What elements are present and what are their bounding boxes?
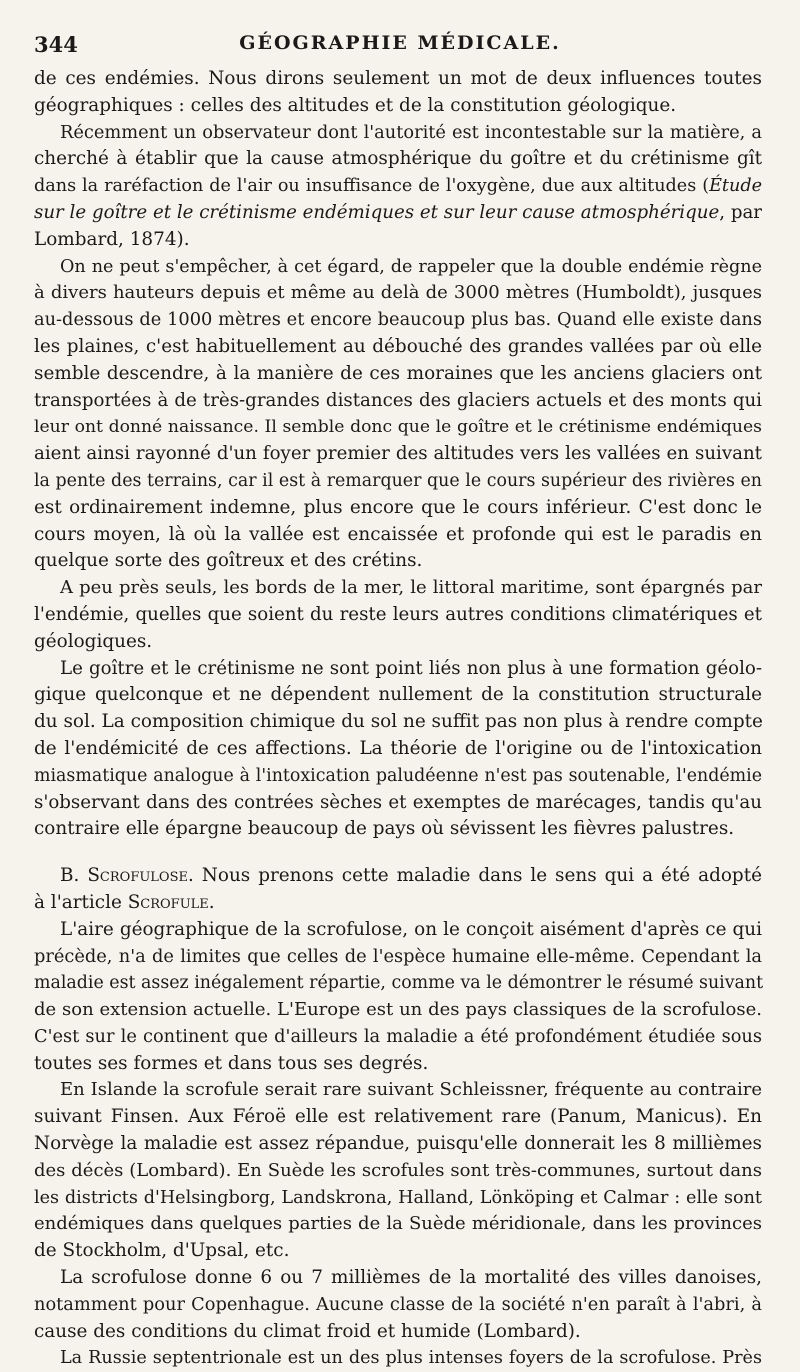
running-header	[34, 30, 766, 58]
text-line: du sol. La composition chimique du sol ne suffit pas non plus à rendre compte	[34, 711, 763, 733]
text-line	[34, 890, 762, 917]
text-line: de son extension actuelle. L'Europe est un des pays classiques de la scrofulose.	[34, 999, 762, 1021]
text-line: aient ainsi rayonné d'un foyer premier des altitudes vers les vallées en suivant	[34, 443, 762, 465]
section-gap	[34, 843, 762, 863]
text-line: géographiques : celles des altitudes et de la constitution géologique.	[34, 94, 677, 116]
text-line: de Stockholm, d'Upsal, etc.	[34, 1240, 290, 1262]
text-line: l'endémie, quelles que soient du reste leurs autres conditions climatériques et	[34, 603, 762, 625]
section-letter: B.	[60, 865, 88, 887]
text-run: dans la raréfaction de l'air ou insuffisance de l'oxygène, due aux altitudes (	[34, 176, 710, 197]
book-title-italic: Étude	[709, 176, 762, 197]
text-line: des décès (Lombard). En Suède les scrofules sont très-communes, surtout dans	[34, 1159, 762, 1181]
section-heading: Scrofulose.	[87, 865, 194, 887]
text-line: La scrofulose donne 6 ou 7 millièmes de la mortalité des villes danoises,	[60, 1267, 762, 1289]
text-line: On ne peut s'empêcher, à cet égard, de rappeler que la double endémie règne	[60, 256, 762, 277]
text-line: s'observant dans des contrées sèches et exemptes de marécages, tandis qu'au	[34, 791, 762, 813]
page-number: 344	[34, 32, 78, 57]
text-line: quelque sorte des goîtreux et des crétins.	[34, 550, 423, 572]
text-line: Le goître et le crétinisme ne sont point liés non plus à une formation géolo-	[60, 657, 762, 679]
text-line: A peu près seuls, les bords de la mer, le littoral maritime, sont épargnés par	[60, 577, 762, 599]
text-run: , par	[719, 201, 762, 223]
text-line: au-dessous de 1000 mètres et encore beaucoup plus bas. Quand elle existe dans	[34, 309, 762, 331]
text-line: La Russie septentrionale est un des plus intenses foyers de la scrofulose. Près	[60, 1348, 762, 1369]
text-run: à l'article	[34, 891, 128, 913]
text-line: les plaines, c'est habituellement au débouché des grandes vallées par où elle	[34, 335, 762, 357]
text-line: miasmatique analogue à l'intoxication paludéenne n'est pas soutenable, l'endémie	[34, 765, 762, 786]
text-line: la pente des terrains, car il est à remarquer que le cours supérieur des rivières en	[34, 470, 762, 491]
text-line: transportées à de très-grandes distances des glaciers actuels et des monts qui	[34, 389, 762, 411]
book-title-italic: sur le goître et le crétinisme endémiques et sur leur cause atmosphérique	[34, 201, 720, 223]
text-line: précède, n'a de limites que celles de l'espèce humaine elle-même. Cependant la	[34, 945, 762, 967]
text-line: En Islande la scrofule serait rare suivant Schleissner, fréquente au contraire	[60, 1079, 762, 1101]
text-line: leur ont donné naissance. Il semble donc que le goître et le crétinisme endémiques	[34, 417, 762, 438]
text-line: géologiques.	[34, 630, 153, 652]
text-line: L'aire géographique de la scrofulose, on le conçoit aisément d'après ce qui	[60, 918, 762, 940]
text-run: Nous prenons cette maladie dans le sens qui a été adopté	[193, 865, 762, 887]
text-line: à divers hauteurs depuis et même au delà de 3000 mètres (Humboldt), jusques	[34, 282, 762, 304]
text-line: de l'endémicité de ces affections. La théorie de l'origine ou de l'intoxication	[34, 737, 762, 759]
text-line	[34, 200, 762, 227]
text-line: toutes ses formes et dans tous ses degrés.	[34, 1052, 429, 1074]
text-line: maladie est assez inégalement répartie, comme va le démontrer le résumé suivant	[34, 973, 764, 994]
running-title: GÉOGRAPHIE MÉDICALE.	[239, 32, 561, 54]
text-line: gique quelconque et ne dépendent nullement de la constitution structurale	[34, 684, 762, 706]
text-line: endémiques dans quelques parties de la Suède méridionale, dans les provinces	[34, 1213, 762, 1235]
text-line: est ordinairement indemne, plus encore que le cours inférieur. C'est donc le	[34, 496, 762, 518]
text-line: de ces endémies. Nous dirons seulement un mot de deux influences toutes	[34, 68, 762, 89]
text-line	[34, 173, 762, 200]
article-reference: Scrofule	[127, 891, 209, 913]
text-line: Récemment un observateur dont l'autorité est incontestable sur la matière, a	[60, 121, 762, 143]
text-line: Lombard, 1874).	[34, 228, 190, 250]
section-heading-line	[34, 863, 762, 890]
page-body	[34, 66, 762, 1372]
text-line: notamment pour Copenhague. Aucune classe de la société n'en paraît à l'abri, à	[34, 1293, 762, 1315]
text-line: suivant Finsen. Aux Féroë elle est relativement rare (Panum, Manicus). En	[34, 1106, 762, 1128]
text-run: .	[208, 891, 215, 913]
text-line: cause des conditions du climat froid et humide (Lombard).	[34, 1320, 581, 1342]
text-line: cherché à établir que la cause atmosphérique du goître et du crétinisme gît	[34, 148, 762, 170]
text-line: Norvège la maladie est assez répandue, puisqu'elle donnerait les 8 millièmes	[34, 1133, 762, 1155]
text-line: semble descendre, à la manière de ces moraines que les anciens glaciers ont	[34, 362, 762, 384]
text-line: contraire elle épargne beaucoup de pays où sévissent les fièvres palustres.	[34, 818, 735, 840]
text-line: cours moyen, là où la vallée est encaissée et profonde qui est le paradis en	[34, 523, 762, 545]
text-line: C'est sur le continent que d'ailleurs la maladie a été profondément étudiée sous	[34, 1025, 762, 1047]
text-line: les districts d'Helsingborg, Landskrona, Halland, Lönköping et Calmar : elle sont	[34, 1187, 762, 1208]
